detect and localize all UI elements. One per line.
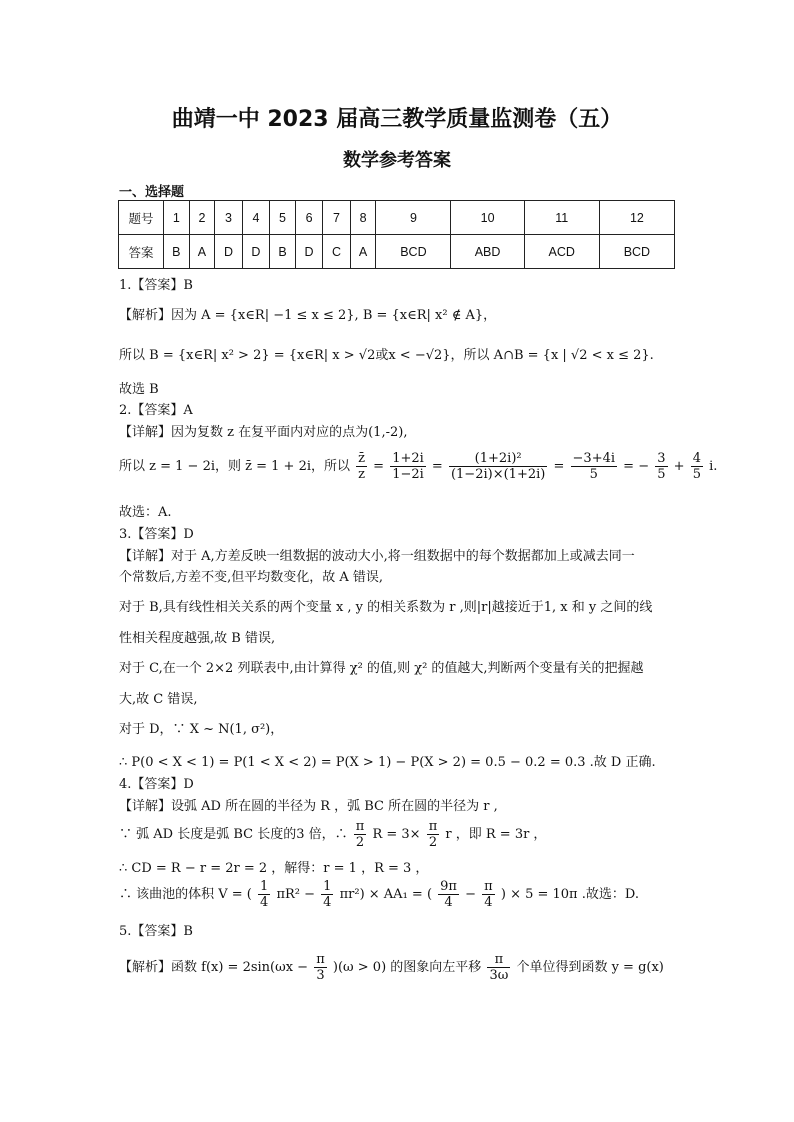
numerator: π [484,879,493,894]
q3-detail-line: 对于 C,在一个 2×2 列联表中,由计算得 χ² 的值,则 χ² 的值越大,判断两个变量有关的把握越 [119,661,644,676]
equation-text: 【解析】函数 f(x) = 2sin(ωx − [119,960,309,975]
table-cell: B [164,235,190,269]
q2-detail-line: 【详解】因为复数 z 在复平面内对应的点为(1,-2), [119,425,408,440]
table-cell: 6 [295,201,322,235]
table-cell: ACD [524,235,599,269]
page-subtitle: 数学参考答案 [343,150,451,171]
numerator: 1+2i [392,451,424,466]
table-cell: A [350,235,376,269]
table-row [119,201,675,235]
q1-answer: 1.【答案】B [119,278,193,293]
denominator: 4 [260,895,269,910]
equation-text: R = 3× [372,827,421,842]
q3-detail-line: 大,故 C 错误, [119,692,198,707]
fraction [427,819,440,850]
table-cell: 5 [270,201,296,235]
equation-text: = − [623,459,650,474]
numerator: 3 [657,451,666,466]
equals-sign: = [373,459,385,474]
page-title: 曲靖一中 2023 届高三教学质量监测卷（五） [171,107,623,132]
numerator: π [487,952,510,968]
table-cell: BCD [599,235,674,269]
denominator: 4 [444,895,453,910]
fraction [356,451,367,482]
denominator: 5 [589,467,598,482]
q4-detail-line [119,878,639,912]
q3-detail-line: 对于 D，∵ X ~ N(1, σ²)， [119,722,284,737]
denominator: 5 [692,467,701,482]
row-header: 题号 [119,201,164,235]
numerator: π [428,819,438,834]
table-cell: 11 [524,201,599,235]
equation-text: ) × 5 = 10π .故选：D. [500,887,639,902]
q3-detail-line: 性相关程度越强,故 B 错误, [119,631,276,646]
q4-detail-line: ∴ CD = R − r = 2r = 2 ，解得：r = 1 ，R = 3 ， [119,861,429,876]
denominator: 5 [657,467,666,482]
answer-table [118,200,675,269]
table-cell: 3 [215,201,242,235]
fraction [482,879,495,910]
table-cell: 2 [189,201,215,235]
fraction [571,451,618,482]
numerator: π [316,952,325,967]
q2-answer: 2.【答案】A [119,403,193,418]
q2-equation-text: 所以 z = 1 − 2i，则 z̄ = 1 + 2i，所以 [119,459,350,474]
denominator: 4 [323,895,332,910]
fraction [449,451,547,482]
table-cell: D [295,235,322,269]
denominator: 1−2i [392,467,424,482]
q2-equation-line [119,450,717,484]
numerator: z̄ [358,451,365,466]
table-cell: A [189,235,215,269]
equation-text: r ，即 R = 3r ， [445,827,547,842]
equation-text: i. [709,459,718,474]
table-cell: D [215,235,242,269]
equation-text: πr²) × AA₁ = ( [339,887,433,902]
numerator: 1 [323,879,332,894]
section-heading: 一、选择题 [119,185,185,200]
equation-text: πR² − [276,887,316,902]
q3-detail-line: 【详解】对于 A,方差反映一组数据的波动大小,将一组数据中的每个数据都加上或减去同一 [119,549,635,564]
denominator: 3 [316,968,325,983]
q4-detail-line: 【详解】设弧 AD 所在圆的半径为 R ，弧 BC 所在圆的半径为 r , [119,799,498,814]
denominator: z [358,467,365,482]
q5-answer: 5.【答案】B [119,924,193,939]
fraction [354,819,367,850]
q5-analysis-line [119,951,664,985]
equals-sign: = [553,459,565,474]
numerator: 4 [692,451,701,466]
fraction [314,952,327,983]
denominator: 4 [484,895,493,910]
denominator: (1−2i)×(1+2i) [450,467,546,482]
table-cell: 1 [164,201,190,235]
denominator: 2 [428,835,438,850]
table-cell: 10 [451,201,524,235]
table-cell: 8 [350,201,376,235]
equation-text: ∴ 该曲池的体积 V = ( [119,887,252,902]
table-cell: D [242,235,269,269]
denominator: 2 [355,835,365,850]
q4-answer: 4.【答案】D [119,777,194,792]
table-cell: BCD [376,235,451,269]
table-cell: 7 [323,201,350,235]
plus-sign: + [673,459,685,474]
table-cell: 12 [599,201,674,235]
table-cell: 9 [376,201,451,235]
table-cell: 4 [242,201,269,235]
equation-text: )(ω > 0) 的图象向左平移 [332,960,482,975]
fraction [438,879,459,910]
q1-conclusion: 故选 B [119,382,159,397]
numerator: π [355,819,365,834]
numerator: 9π [440,879,457,894]
numerator: (1+2i)² [449,451,547,467]
q4-detail-line [119,818,546,852]
q1-analysis-line: 所以 B = {x∈R| x² > 2} = {x∈R| x > √2或x < −√2}，所以 A∩B = {x | √2 < x ≤ 2}. [119,348,654,363]
q3-answer: 3.【答案】D [119,527,194,542]
fraction [258,879,270,910]
numerator: 1 [260,879,269,894]
fraction [390,451,426,482]
equation-text: ∵ 弧 AD 长度是弧 BC 长度的3 倍，∴ [119,827,348,842]
table-cell: ABD [451,235,524,269]
equals-sign: = [431,459,443,474]
table-cell: C [323,235,350,269]
row-header: 答案 [119,235,164,269]
q2-conclusion: 故选：A. [119,505,172,520]
q3-detail-line: ∴ P(0 < X < 1) = P(1 < X < 2) = P(X > 1) − P(X > 2) = 0.5 − 0.2 = 0.3 .故 D 正确. [119,755,656,770]
q1-analysis-line: 【解析】因为 A = {x∈R| −1 ≤ x ≤ 2}, B = {x∈R| x² ∉ A}， [119,308,497,323]
fraction [487,952,510,983]
equation-text: 个单位得到函数 y = g(x) [516,960,664,975]
fraction [321,879,333,910]
q3-detail-line: 个常数后,方差不变,但平均数变化，故 A 错误, [119,570,384,585]
q3-detail-line: 对于 B,具有线性相关关系的两个变量 x , y 的相关系数为 r ,则|r|越接近于1, x 和 y 之间的线 [119,600,653,615]
fraction [691,451,703,482]
denominator: 3ω [489,968,509,983]
numerator: −3+4i [572,451,616,466]
table-cell: B [270,235,296,269]
minus-sign: − [465,887,477,902]
table-row [119,235,675,269]
fraction [655,451,667,482]
